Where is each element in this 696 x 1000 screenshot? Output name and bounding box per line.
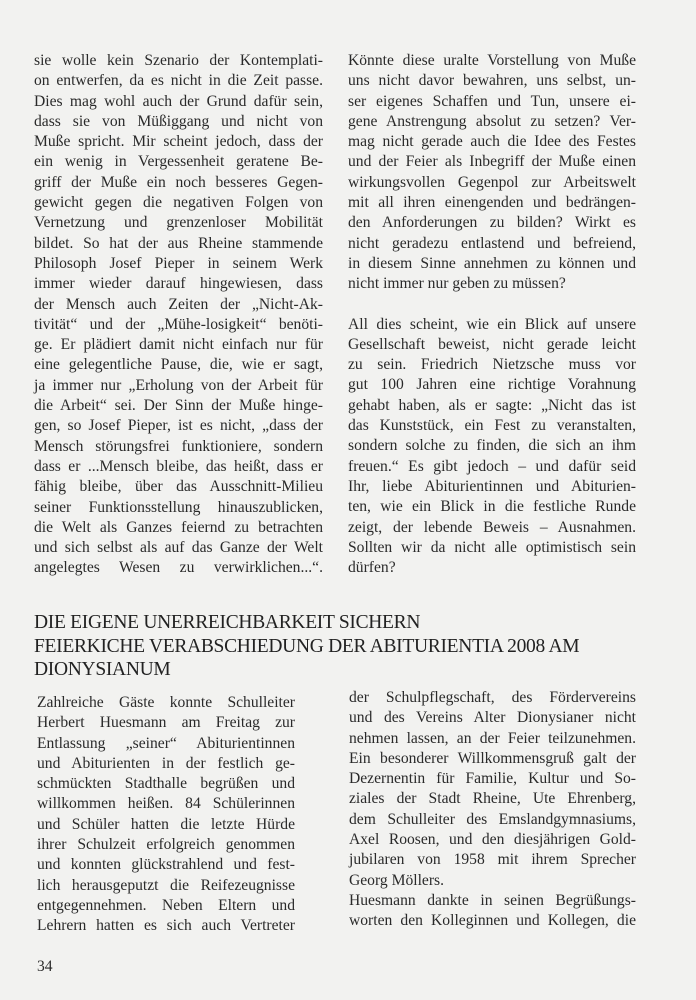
text-line: Huesmann dankte in seinen Begrüßungs- [349, 891, 636, 909]
text-line: tivität“ und der „Mühe-losigkeit“ benöti- [34, 315, 323, 333]
text-line: willkommen heißen. 84 Schülerinnen [37, 795, 295, 813]
text-line: dass er ...Mensch bleibe, das heißt, dass er [34, 457, 323, 475]
text-line: seiner Funktionsstellung hinauszublicken, [34, 498, 323, 516]
text-line: Könnte diese uralte Vorstellung von Muße [348, 52, 636, 69]
paragraph [348, 315, 636, 579]
text-line: nicht geradezu entlastend und befreiend, [348, 234, 636, 252]
article-bottom-left-column [37, 693, 295, 937]
article-top-right-column [348, 51, 636, 578]
text-line: zeigt, der lebende Beweis – Ausnahmen. [348, 518, 636, 536]
text-line: Entlassung „seiner“ Abiturientinnen [37, 734, 295, 752]
text-line: Gesellschaft beweist, nicht gerade leicht [348, 335, 636, 353]
paragraph [34, 51, 323, 579]
text-line: und sich selbst als auf das Ganze der Welt [34, 539, 323, 557]
paragraph [37, 693, 295, 937]
text-line: Ein besonderer Willkommensgruß galt der [349, 749, 636, 767]
page-number: 34 [37, 958, 53, 975]
text-line: und Schüler hatten die letzte Hürde [37, 815, 295, 833]
article-heading [34, 611, 654, 682]
text-line: jubilaren von 1958 mit ihrem Sprecher [349, 851, 636, 869]
text-line: gen, so Josef Pieper, ist es nicht, „dass der [34, 417, 323, 435]
text-line: entgegennehmen. Neben Eltern und [37, 896, 295, 914]
text-line: und Abiturienten in der festlich ge- [37, 754, 295, 772]
text-line: immer wieder darauf hingewiesen, dass [34, 275, 323, 293]
heading-line: FEIERKICHE VERABSCHIEDUNG DER ABITURIENTIA 2008 AM [34, 635, 580, 657]
text-line: und des Vereins Alter Dionysianer nicht [349, 709, 636, 727]
text-line: nicht immer nur geben zu müssen? [348, 275, 566, 293]
text-line: ein wenig in Vergessenheit geratene Be- [34, 153, 323, 171]
text-line: ge. Er plädiert damit nicht einfach nur für [34, 336, 323, 354]
text-line: ten, wie ein Blick in die festliche Runde [348, 498, 636, 516]
text-line: dass sie von Müßiggang und nicht von [34, 112, 323, 130]
text-line: und konnten glückstrahlend und fest- [37, 856, 295, 874]
text-line: Georg Möllers. [349, 871, 444, 889]
text-line: ihrer Schulzeit erfolgreich genommen [37, 836, 295, 854]
text-line: on entwerfen, da es nicht in die Zeit passe. [34, 72, 323, 90]
text-line: freuen.“ Es gibt jedoch – und dafür seid [348, 457, 636, 475]
text-line: Lehrern hatten es sich auch Vertreter [37, 917, 295, 935]
text-line: in diesem Sinne annehmen zu können und [348, 254, 636, 272]
text-line: angelegtes Wesen zu verwirklichen...“. [34, 559, 323, 577]
text-line: Muße spricht. Mir scheint jedoch, dass der [34, 133, 323, 151]
paragraph [348, 51, 636, 295]
text-line: zu sein. Friedrich Nietzsche muss vor [348, 356, 636, 374]
text-line: ziales der Stadt Rheine, Ute Ehrenberg, [349, 790, 636, 808]
text-line: Mensch störungsfrei funktioniere, sondern [34, 437, 323, 455]
text-line: worten den Kolleginnen und Kollegen, die [349, 912, 636, 930]
text-line: der Schulpflegschaft, des Fördervereins [349, 689, 636, 706]
text-line: mit all ihren einengenden und bedrängen- [348, 194, 636, 212]
text-line: den Anforderungen zu bilden? Wirkt es [348, 214, 636, 232]
text-line: dürfen? [348, 559, 396, 577]
text-line: der Mensch auch Zeiten der „Nicht-Ak- [34, 295, 323, 313]
text-line: gene Anstrengung absolut zu setzen? Ver- [348, 112, 636, 130]
text-line: die Welt als Ganzes feiernd zu betrachten [34, 518, 323, 536]
text-line: die Arbeit“ sei. Der Sinn der Muße hinge- [34, 397, 323, 415]
text-line: gehabt haben, als er sagte: „Nicht das ist [348, 396, 636, 414]
article-bottom-right-column [349, 688, 636, 932]
paragraph-spacer [348, 295, 636, 315]
text-line: uns nicht davor bewahren, uns selbst, un- [348, 72, 636, 90]
text-line: mag nicht gerade auch die Idee des Festes [348, 133, 636, 151]
text-line: gut 100 Jahren eine richtige Vorahnung [348, 376, 636, 394]
text-line: Dies mag wohl auch der Grund dafür sein, [34, 92, 323, 110]
text-line: lich herausgeputzt die Reifezeugnisse [37, 876, 295, 894]
text-line: Herbert Huesmann am Freitag zur [37, 714, 295, 732]
text-line: Sollten wir da nicht alle optimistisch sein [348, 538, 636, 556]
text-line: Axel Roosen, und den diesjährigen Gold- [349, 831, 636, 849]
text-line: ser eigenes Schaffen und Tun, unsere ei- [348, 92, 636, 110]
text-line: dem Schulleiter des Emslandgymnasiums, [349, 810, 636, 828]
text-line: griff der Muße ein noch besseres Gegen- [34, 173, 323, 191]
heading-line: DIONYSIANUM [34, 659, 171, 680]
text-line: eine gelegentliche Pause, die, wie er sagt, [34, 356, 323, 374]
text-line: Dezernentin für Familie, Kultur und So- [349, 770, 636, 788]
text-line: bildet. So hat der aus Rheine stammende [34, 234, 323, 252]
heading-line: DIE EIGENE UNERREICHBARKEIT SICHERN [34, 612, 421, 633]
paragraph [349, 688, 636, 891]
text-line: gewicht gegen die negativen Folgen von [34, 194, 323, 212]
text-line: Ihr, liebe Abiturientinnen und Abiturien- [348, 477, 636, 495]
text-line: und der Feier als Inbegriff der Muße einen [348, 153, 636, 171]
text-line: sie wolle kein Szenario der Kontemplati- [34, 52, 323, 69]
text-line: Philosoph Josef Pieper in seinem Werk [34, 254, 323, 272]
article-top-left-column [34, 51, 323, 579]
paragraph [349, 891, 636, 932]
text-line: das Kunststück, ein Fest zu veranstalten, [348, 417, 636, 435]
text-line: Zahlreiche Gäste konnte Schulleiter [37, 694, 295, 711]
text-line: schmückten Stadthalle begrüßen und [37, 775, 295, 793]
text-line: All dies scheint, wie ein Blick auf unsere [348, 315, 636, 333]
text-line: fähig bleibe, über das Ausschnitt-Milieu [34, 478, 323, 496]
text-line: ja immer nur „Erholung von der Arbeit für [34, 376, 323, 394]
text-line: wirkungsvollen Gegenpol zur Arbeitswelt [348, 173, 636, 191]
text-line: Vernetzung und grenzenloser Mobilität [34, 214, 323, 232]
text-line: nehmen lassen, an der Feier teilzunehmen. [349, 729, 636, 747]
text-line: sondern solche zu finden, die sich an ihm [348, 437, 636, 455]
